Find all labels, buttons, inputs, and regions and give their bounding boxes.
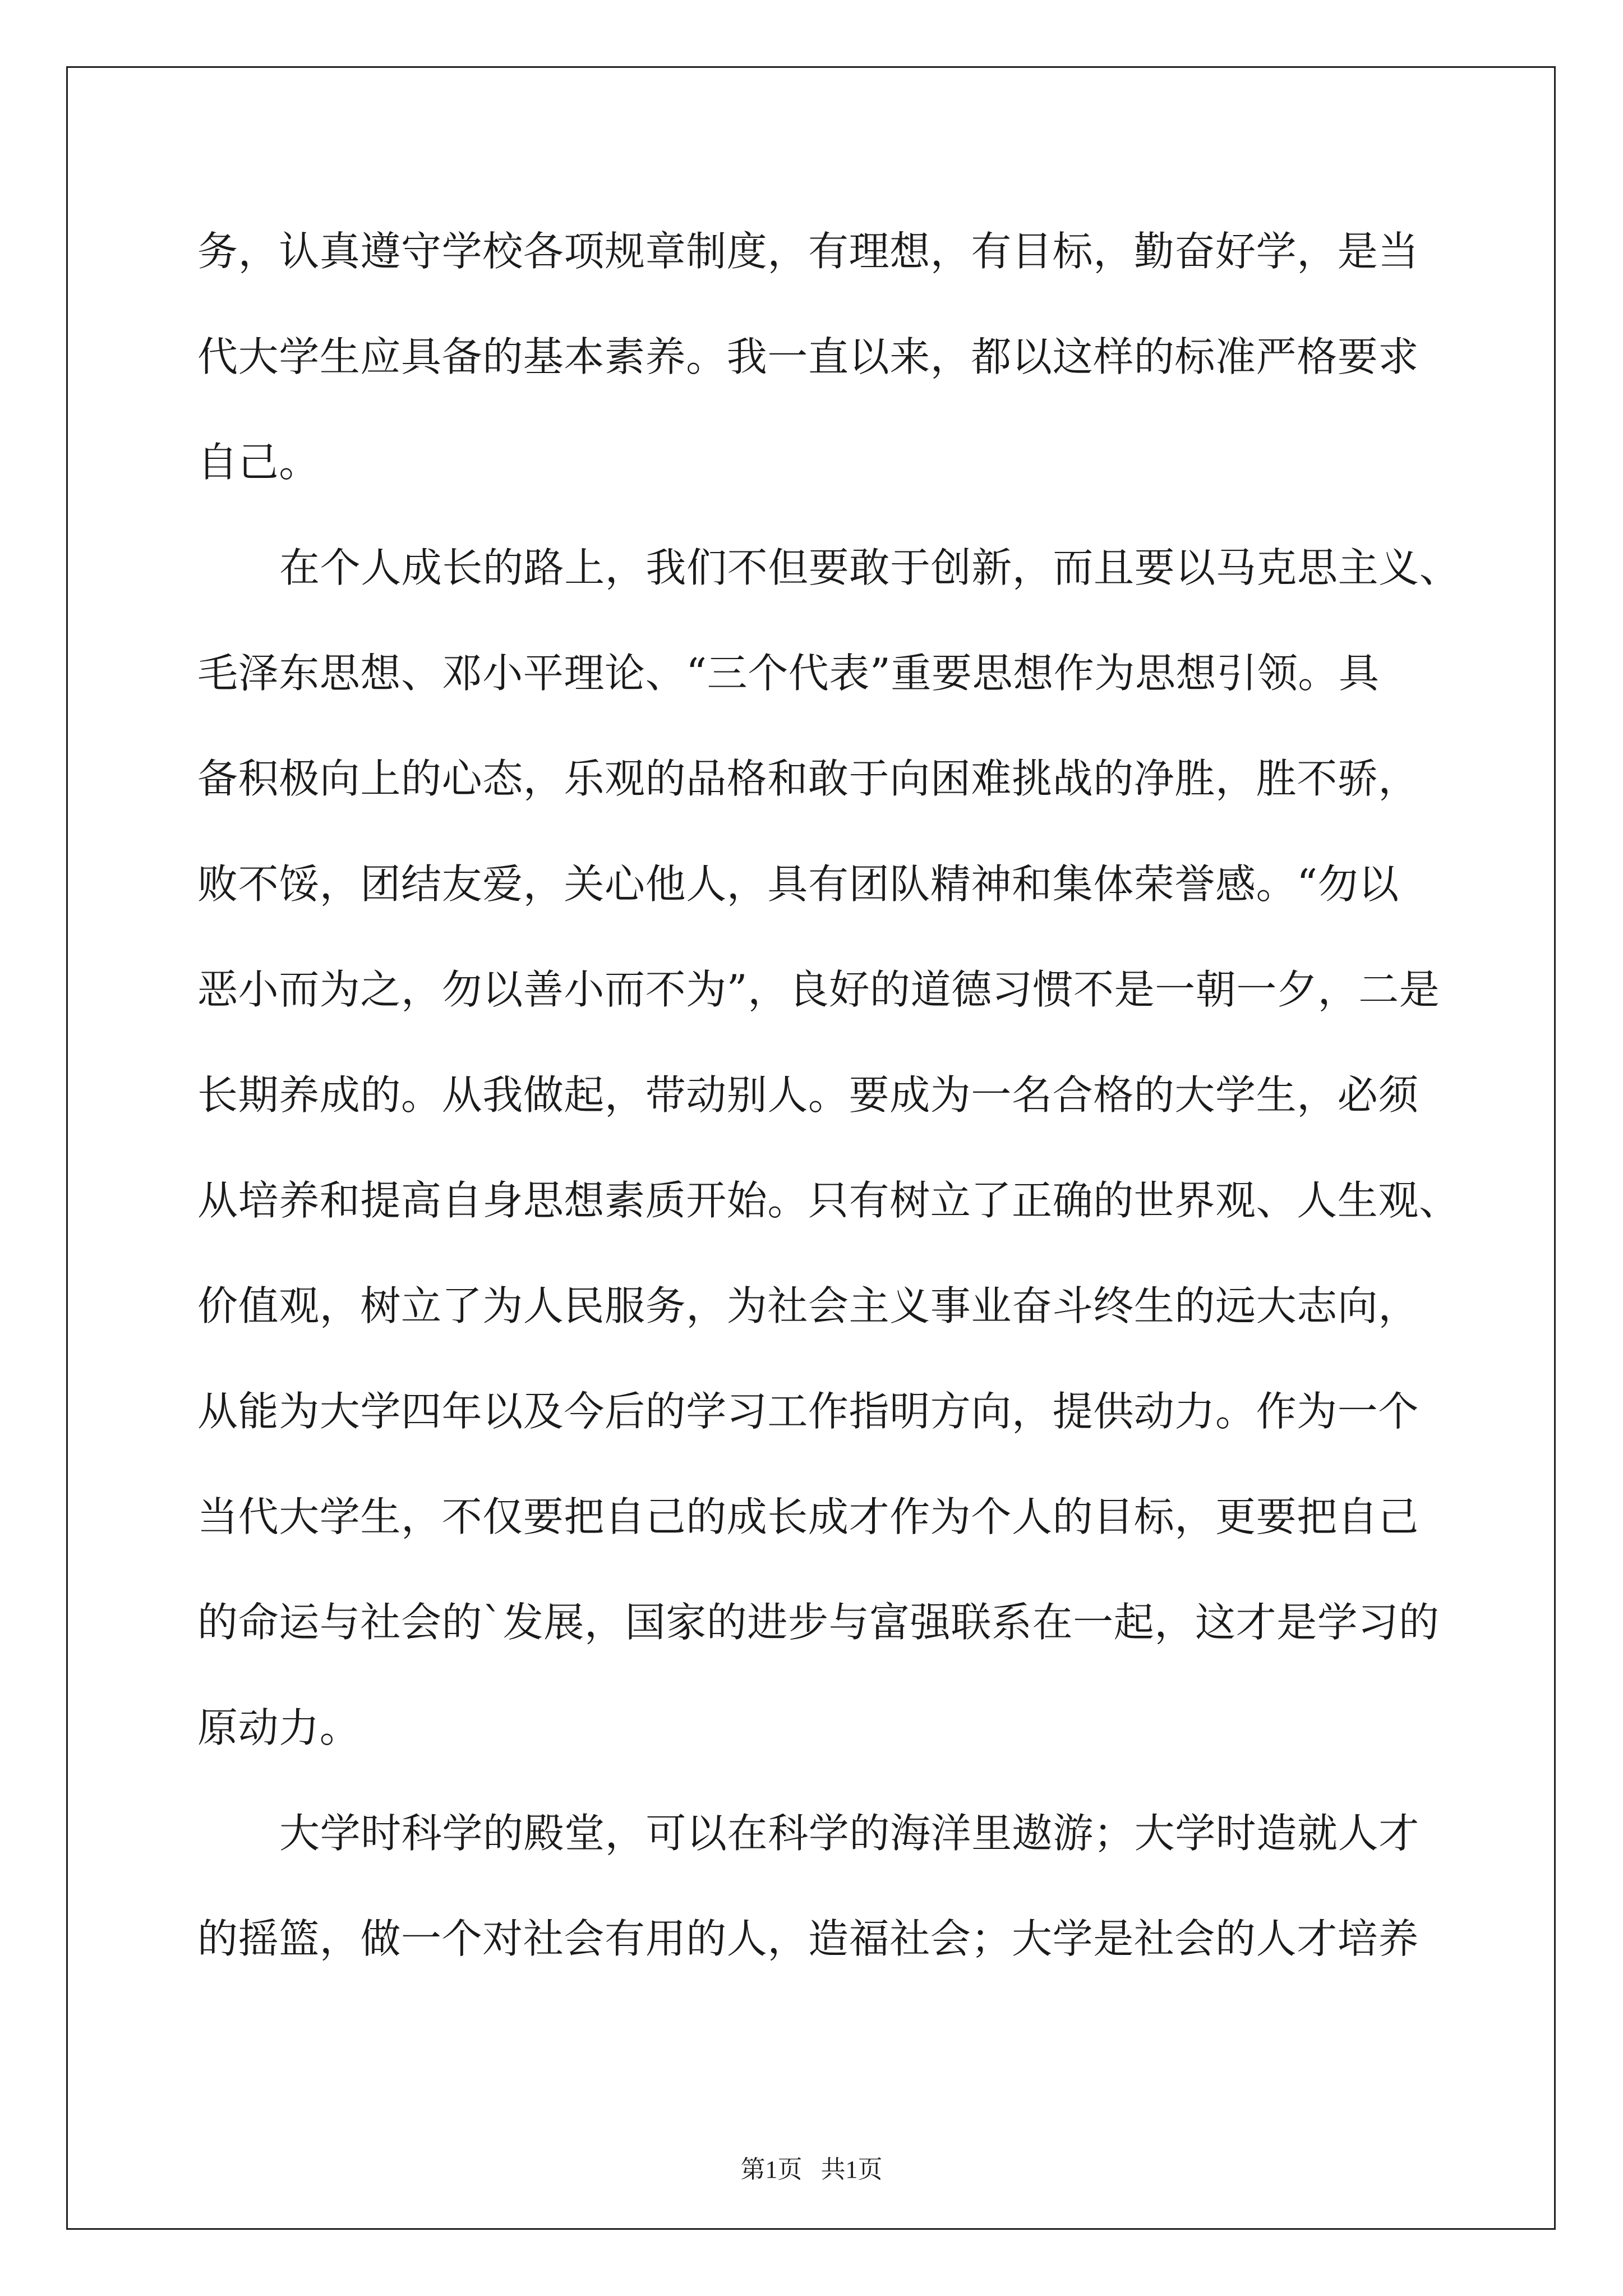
- body-text-line: 务，认真遵守学校各项规章制度，有理想，有目标，勤奋好学，是当: [197, 228, 1419, 275]
- body-text-line: 从培养和提高自身思想素质开始。只有树立了正确的世界观、人生观、: [197, 1177, 1460, 1224]
- body-text-line: 自己。: [197, 439, 320, 486]
- body-text-line: 的摇篮，做一个对社会有用的人，造福社会；大学是社会的人才培养: [197, 1915, 1419, 1962]
- body-text-line: 的命运与社会的`发展，国家的进步与富强联系在一起，这才是学习的: [197, 1599, 1440, 1646]
- paragraph-first-line: 在个人成长的路上，我们不但要敢于创新，而且要以马克思主义、: [279, 544, 1460, 591]
- page-border: [66, 66, 1556, 2230]
- body-text-line: 价值观，树立了为人民服务，为社会主义事业奋斗终生的远大志向，: [197, 1282, 1419, 1329]
- body-text-line: 原动力。: [197, 1704, 361, 1751]
- body-text-line: 当代大学生，不仅要把自己的成长成才作为个人的目标，更要把自己: [197, 1493, 1419, 1540]
- page-number-footer: 第1页 共1页: [740, 2156, 883, 2183]
- body-text-line: 败不馁，团结友爱，关心他人，具有团队精神和集体荣誉感。“勿以: [197, 861, 1399, 908]
- body-text-line: 从能为大学四年以及今后的学习工作指明方向，提供动力。作为一个: [197, 1388, 1419, 1435]
- paragraph-first-line: 大学时科学的殿堂，可以在科学的海洋里遨游；大学时造就人才: [279, 1810, 1419, 1857]
- body-text-line: 毛泽东思想、邓小平理论、“三个代表”重要思想作为思想引领。具: [197, 650, 1380, 697]
- body-text-line: 备积极向上的心态，乐观的品格和敢于向困难挑战的净胜，胜不骄，: [197, 755, 1419, 802]
- body-text-line: 恶小而为之，勿以善小而不为”，良好的道德习惯不是一朝一夕，二是: [197, 966, 1440, 1013]
- body-text-line: 长期养成的。从我做起，带动别人。要成为一名合格的大学生，必须: [197, 1071, 1419, 1119]
- body-text-line: 代大学生应具备的基本素养。我一直以来，都以这样的标准严格要求: [197, 333, 1419, 380]
